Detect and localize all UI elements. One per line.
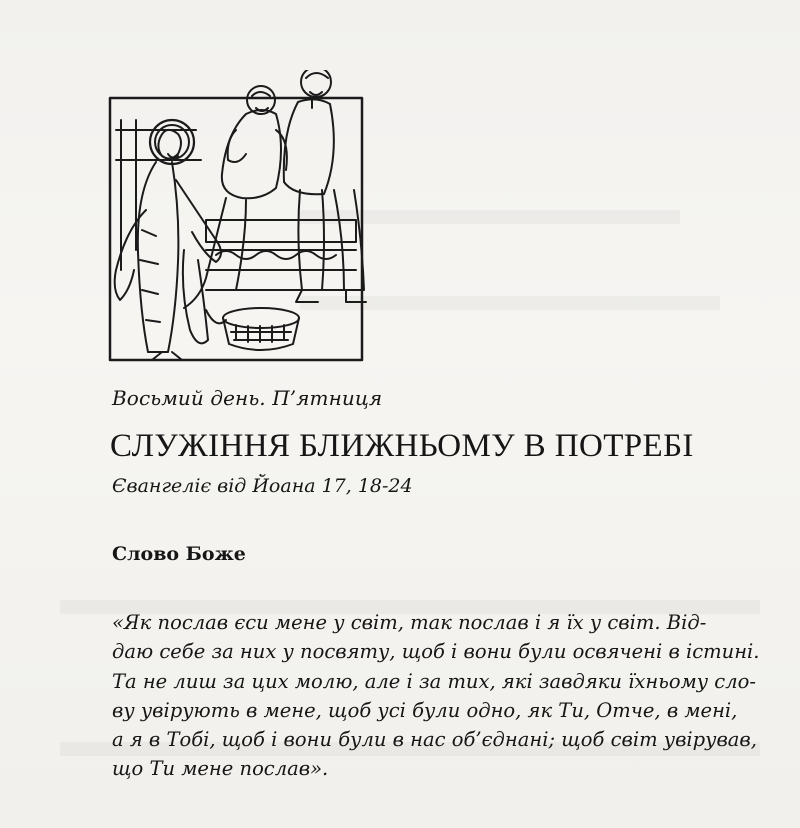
quote-line: ву увірують в мене, щоб усі були одно, як Ти, Отче, в мені, (112, 698, 738, 722)
scripture-quote (112, 608, 760, 784)
page-title: СЛУЖІННЯ БЛИЖНЬОМУ В ПОТРЕБІ (110, 428, 694, 464)
day-subtitle: Восьмий день. П’ятниця (112, 386, 383, 410)
foot-washing-engraving-icon (76, 70, 376, 380)
scripture-reference: Євангеліє від Йоана 17, 18-24 (112, 475, 413, 497)
section-heading: Слово Боже (112, 543, 246, 565)
quote-line: а я в Тобі, щоб і вони були в нас об’єднані; щоб світ увірував, (112, 728, 757, 752)
quote-line: що Ти мене послав». (112, 757, 329, 781)
quote-line: «Як послав єси мене у світ, так послав і я їх у світ. Від- (112, 611, 707, 634)
quote-line: Та не лиш за цих молю, але і за тих, які завдяки їхньому сло- (112, 669, 756, 693)
quote-line: даю себе за них у посвяту, щоб і вони були освячені в істині. (112, 640, 760, 664)
foot-washing-illustration (76, 70, 376, 380)
